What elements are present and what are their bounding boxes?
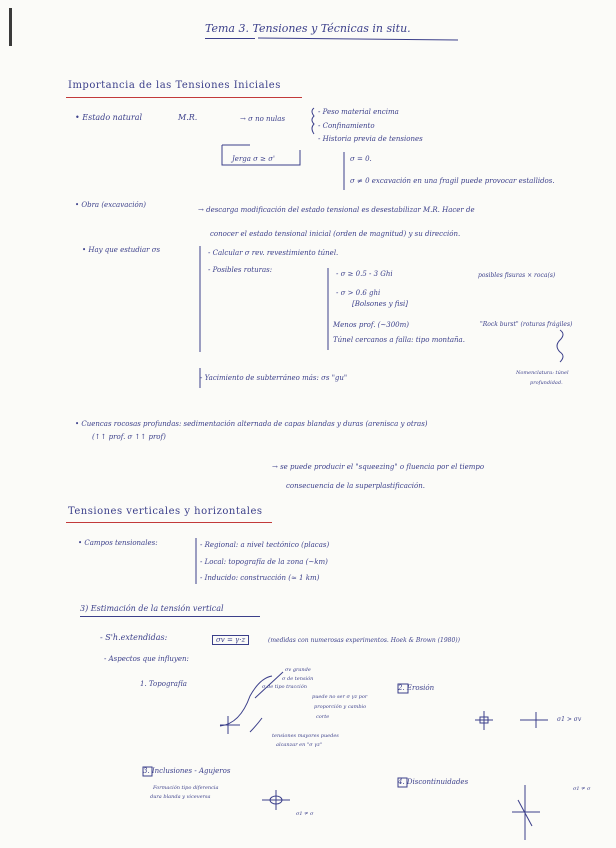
cause-1: - Peso material encima	[318, 108, 399, 116]
erosion-box	[398, 684, 408, 693]
topo-bottom-1: tensiones mayores puedes	[272, 733, 339, 739]
section-heading-tensiones: Tensiones verticales y horizontales	[68, 506, 263, 517]
title-stroke	[258, 38, 458, 40]
topo-note-2: σ de tensión	[282, 676, 314, 682]
erosion-eq: σ1 > σv	[557, 716, 582, 723]
cuencas-2: (↑↑ prof. σ ↑↑ prof)	[92, 433, 166, 441]
topo-leader	[255, 672, 283, 698]
aspectos: - Aspectos que influyen:	[104, 655, 189, 663]
inclusiones-box	[143, 767, 152, 776]
campo-3: - Inducido: construcción (≈ 1 km)	[200, 574, 320, 582]
topo-note-4: puede no ser σ γz por	[312, 694, 368, 700]
obra-text-2: conocer el estado tensional inicial (orden de magnitud) y su dirección.	[210, 230, 461, 238]
posibles-a-note: posibles fisuras × roca(s)	[478, 272, 556, 279]
posibles-b: - σ > 0.6 ghi	[336, 289, 381, 297]
incl-note-1: Formación tipo diferencia	[153, 785, 219, 791]
page-title: Tema 3. Tensiones y Técnicas in situ.	[205, 22, 411, 35]
campo-1: - Regional: a nivel tectónico (placas)	[200, 541, 330, 549]
rock-burst: "Rock burst" (roturas frágiles)	[480, 321, 573, 328]
side-note-2: profundidad.	[530, 380, 563, 386]
estado-arrow: → σ no nulas	[240, 115, 286, 123]
cause-2: - Confinamiento	[318, 122, 375, 130]
box-label: Jerga σ ≥ σ'	[232, 155, 275, 163]
sh-formula: σv = γ·z	[212, 635, 249, 645]
incl-eq: σ1 ≠ σ	[296, 811, 314, 817]
inclusiones-heading: 3. Inclusiones - Agujeros	[143, 767, 231, 775]
section-heading-importancia: Importancia de las Tensiones Iniciales	[68, 80, 281, 91]
posibles-a: - σ ≥ 0.5 - 3 Ghi	[336, 270, 393, 278]
calcular: - Calcular σ rev. revestimiento túnel.	[208, 249, 339, 257]
obra-text-1: → descarga modificación del estado tensional es desestabilizar M.R. Hacer de	[198, 206, 475, 214]
topo-note-1: σv grande	[285, 667, 311, 673]
sh-label: - S'h.extendidas:	[100, 633, 168, 642]
squiggle	[557, 330, 563, 362]
estado-mr: M.R.	[178, 113, 198, 122]
cuencas-3: → se puede producir el "squeezing" o fluencia por el tiempo	[272, 463, 485, 471]
incl-note-2: dura blanda y viceversa	[150, 794, 211, 800]
yacimiento: - Yacimiento de subterráneo más: σs "gu"	[200, 374, 348, 382]
topo-note-3: σ de tipo tracción	[262, 684, 307, 690]
estimacion-heading: 3) Estimación de la tensión vertical	[80, 604, 224, 613]
posibles: - Posibles roturas:	[208, 266, 273, 274]
campos-label: • Campos tensionales:	[78, 539, 158, 547]
sigma-zero: σ = 0.	[350, 155, 372, 163]
erosion-heading: 2. Erosión	[398, 684, 435, 692]
topo-curve-2	[250, 718, 262, 732]
topografia-heading: 1. Topografía	[140, 680, 187, 688]
poca-prof: Menos prof. (~300m)	[333, 321, 410, 329]
disc-box	[398, 778, 407, 787]
hay-label: • Hay que estudiar σs	[82, 246, 161, 254]
discontinuidades-heading: 4. Discontinuidades	[398, 778, 469, 786]
box-estado	[222, 145, 300, 165]
tunel-note: Túnel cercanos a falla: tipo montaña.	[333, 336, 465, 344]
topo-bottom-2: alcanzar en "σ γz"	[276, 742, 323, 748]
cause-3: - Historia previa de tensiones	[318, 135, 423, 143]
topo-note-6: corte	[316, 714, 330, 720]
sigma-note: σ ≠ 0 excavación en una fragil puede provocar estallidos.	[350, 177, 555, 185]
disc-eq: σ1 ≠ σ	[573, 786, 591, 792]
estado-natural-label: • Estado natural	[75, 113, 143, 122]
obra-label: • Obra (excavación)	[75, 201, 146, 209]
brace-causes	[312, 108, 314, 134]
side-note-1: Nomenclatura: túnel	[516, 370, 569, 376]
cuencas-4: consecuencia de la superplastificación.	[286, 482, 425, 490]
topo-note-5: proporción y cambio	[314, 704, 367, 710]
cuencas-1: • Cuencas rocosas profundas: sedimentación alternada de capas blandas y duras (arenisca y otras)	[75, 420, 428, 428]
posibles-b2: [Bolsones y fisi]	[352, 300, 409, 308]
sh-note: (medidas con numerosas experimentos. Hoek & Brown (1980))	[268, 637, 460, 644]
campo-2: - Local: topografía de la zona (~km)	[200, 558, 328, 566]
